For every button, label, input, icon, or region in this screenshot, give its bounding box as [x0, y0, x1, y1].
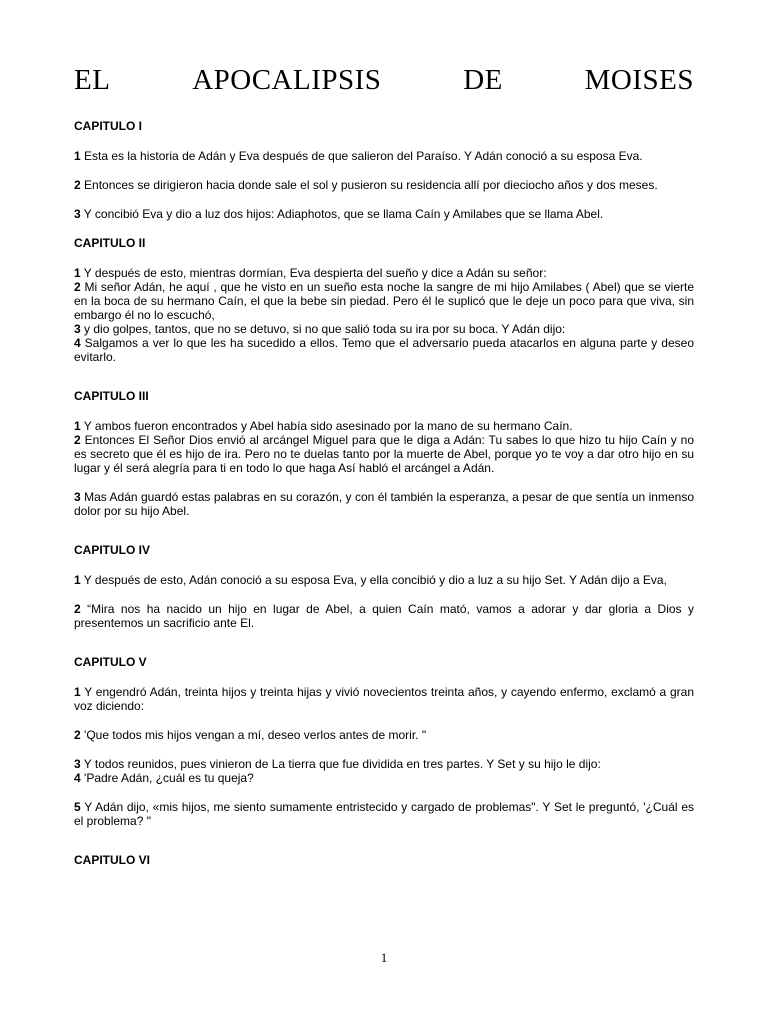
verse [74, 602, 694, 630]
verse [74, 419, 694, 433]
verse [74, 771, 694, 785]
verse-text: Y después de esto, Adán conoció a su esposa Eva, y ella concibió y dio a luz a su hijo Set. Y Adán dijo a Eva, [80, 573, 667, 587]
paragraph [74, 800, 694, 828]
verse [74, 322, 694, 336]
paragraph [74, 178, 694, 192]
verse-number: 4 [74, 336, 81, 350]
chapter-heading: CAPITULO V [74, 655, 147, 669]
verse [74, 685, 694, 713]
verse-text: Y concibió Eva y dio a luz dos hijos: Adiaphotos, que se llama Caín y Amilabes que se llama Abel. [80, 207, 604, 221]
document-page [74, 64, 694, 883]
page-number: 1 [380, 950, 388, 965]
verse-text: 'Que todos mis hijos vengan a mí, deseo verlos antes de morir. " [80, 728, 427, 742]
verse [74, 728, 694, 742]
verse-number: 2 [74, 728, 81, 742]
document-title [74, 64, 694, 97]
chapter-spacer [74, 843, 694, 853]
verse [74, 490, 694, 518]
verse-text: Y todos reunidos, pues vinieron de La tierra que fue dividida en tres partes. Y Set y su hijo le dijo: [80, 757, 601, 771]
verse-number: 1 [74, 685, 81, 699]
verse-text: “Mira nos ha nacido un hijo en lugar de Abel, a quien Caín mató, vamos a adorar y dar gloria a Dios y presentemos un sacrificio ante El. [74, 602, 694, 630]
paragraph [74, 602, 694, 630]
verse-text: Mi señor Adán, he aquí , que he visto en un sueño esta noche la sangre de mi hijo Amilabes ( Abel) que se vierte en la boca de su hermano Caín, el que la bebe sin piedad. Pero él le suplicó que le deje un poco para que viva, sin embargo él no lo escuchó, [74, 280, 694, 322]
paragraph [74, 419, 694, 475]
title-word: APOCALIPSIS [192, 64, 382, 96]
verse-number: 2 [74, 280, 81, 294]
paragraph [74, 573, 694, 587]
verse-number: 4 [74, 771, 81, 785]
verse-number: 3 [74, 490, 81, 504]
verse-text: Y después de esto, mientras dormían, Eva despierta del sueño y dice a Adán su señor: [80, 266, 547, 280]
title-word: MOISES [584, 64, 694, 96]
verse [74, 149, 694, 163]
paragraph [74, 149, 694, 163]
chapter-spacer [74, 533, 694, 543]
verse-number: 1 [74, 149, 81, 163]
verse-number: 1 [74, 419, 81, 433]
verse-number: 2 [74, 433, 81, 447]
verse-text: Entonces se dirigieron hacia donde sale el sol y pusieron su residencia allí por dieciocho años y dos meses. [80, 178, 658, 192]
verse-text: Salgamos a ver lo que les ha sucedido a ellos. Temo que el adversario pueda atacarlos en alguna parte y deseo evitarlo. [74, 336, 694, 364]
verse [74, 207, 694, 221]
chapter-heading: CAPITULO IV [74, 543, 151, 557]
verse-number: 3 [74, 757, 81, 771]
verse [74, 266, 694, 280]
chapter-spacer [74, 645, 694, 655]
verse-text: Y ambos fueron encontrados y Abel había sido asesinado por la mano de su hermano Caín. [80, 419, 573, 433]
verse-number: 5 [74, 800, 81, 814]
verse [74, 573, 694, 587]
verse-text: Mas Adán guardó estas palabras en su corazón, y con él también la esperanza, a pesar de que sentía un inmenso dolor por su hijo Abel. [74, 490, 694, 518]
verse-text: Y engendró Adán, treinta hijos y treinta hijas y vivió novecientos treinta años, y cayendo enfermo, exclamó a gran voz diciendo: [74, 685, 694, 713]
verse-text: Entonces El Señor Dios envió al arcángel Miguel para que le diga a Adán: Tu sabes lo que hizo tu hijo Caín y no es secreto que él es hijo de ira. Pero no te duelas tanto por la muerte de Abel, porque yo te voy a dar otro hijo en su lugar y él será alegría para ti en todo lo que haga Así habló el arcángel a Adán. [74, 433, 694, 475]
chapter-heading: CAPITULO III [74, 389, 149, 403]
verse-number: 1 [74, 573, 81, 587]
verse-number: 2 [74, 602, 81, 616]
verse-number: 3 [74, 207, 81, 221]
paragraph [74, 685, 694, 713]
paragraph [74, 490, 694, 518]
paragraph [74, 728, 694, 742]
paragraph [74, 207, 694, 221]
verse [74, 336, 694, 364]
verse-number: 2 [74, 178, 81, 192]
verse [74, 800, 694, 828]
title-word: DE [463, 64, 503, 96]
verse [74, 178, 694, 192]
paragraph [74, 757, 694, 785]
verse-text: Y Adán dijo, «mis hijos, me siento sumamente entristecido y cargado de problemas". Y Set le preguntó, '¿Cuál es el problema? " [74, 800, 694, 828]
title-word: EL [74, 64, 111, 96]
verse [74, 757, 694, 771]
verse-text: Esta es la historia de Adán y Eva después de que salieron del Paraíso. Y Adán conoció a su esposa Eva. [80, 149, 643, 163]
verse [74, 433, 694, 475]
chapters-container [74, 119, 694, 867]
chapter-heading: CAPITULO II [74, 236, 146, 250]
verse-text: 'Padre Adán, ¿cuál es tu queja? [80, 771, 254, 785]
chapter-heading: CAPITULO VI [74, 853, 151, 867]
verse-number: 3 [74, 322, 81, 336]
paragraph [74, 266, 694, 364]
chapter-heading: CAPITULO I [74, 119, 142, 133]
verse-number: 1 [74, 266, 81, 280]
verse-text: y dio golpes, tantos, que no se detuvo, si no que salió toda su ira por su boca. Y Adán dijo: [80, 322, 566, 336]
chapter-spacer [74, 379, 694, 389]
verse [74, 280, 694, 322]
